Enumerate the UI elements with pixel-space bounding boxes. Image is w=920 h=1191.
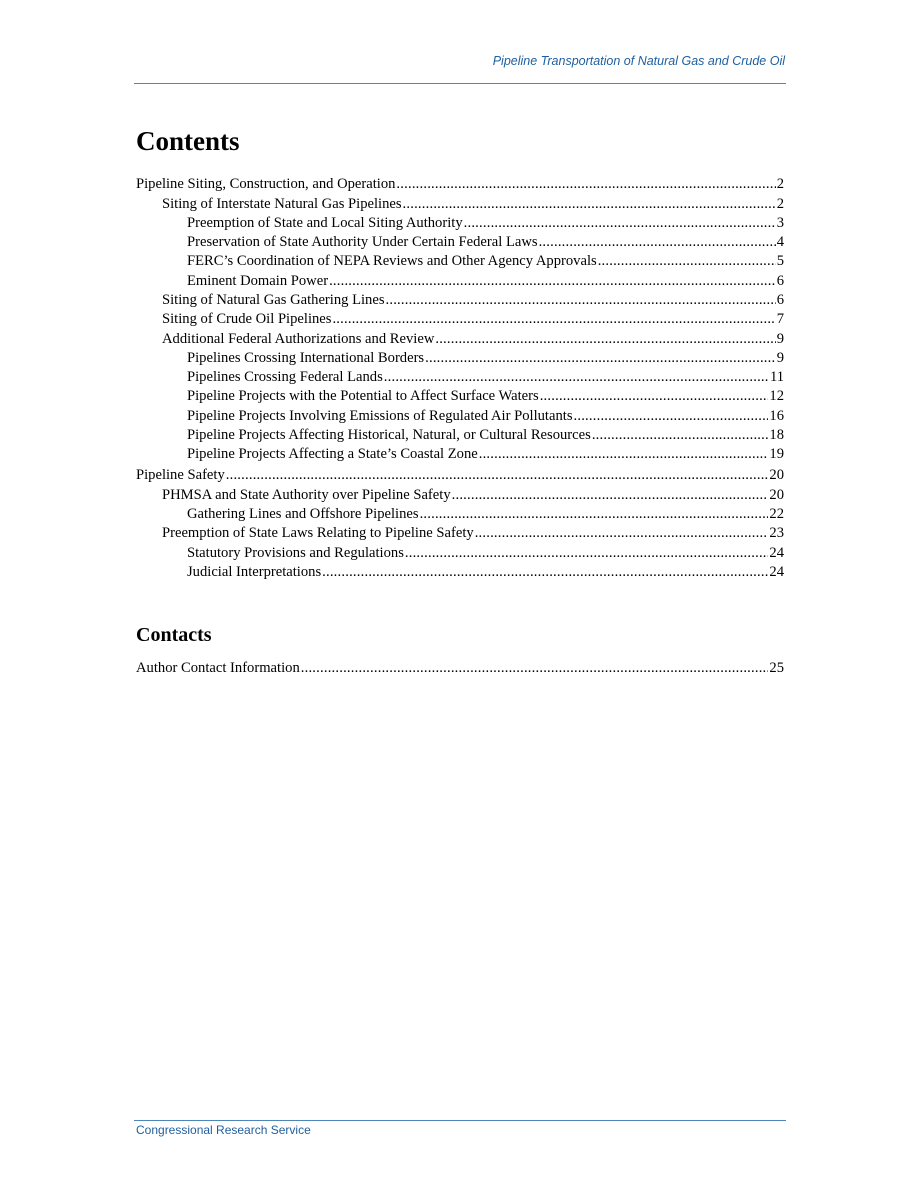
toc-entry-title: Pipeline Projects with the Potential to Affect Surface Waters bbox=[187, 388, 539, 405]
toc-entry-level-3[interactable] bbox=[136, 505, 784, 524]
toc-entry-page-number: 6 bbox=[776, 291, 784, 308]
toc-entry-title: Pipeline Siting, Construction, and Operation bbox=[136, 176, 396, 192]
toc-entry-page-number: 9 bbox=[776, 349, 784, 366]
toc-entry-title: Preservation of State Authority Under Certain Federal Laws bbox=[187, 234, 538, 251]
toc-entry-title: Pipeline Projects Affecting a State’s Coastal Zone bbox=[187, 446, 478, 463]
toc-entry-level-2[interactable] bbox=[136, 291, 784, 310]
table-of-contents bbox=[136, 174, 784, 582]
dot-leader bbox=[464, 214, 776, 233]
dot-leader bbox=[329, 272, 776, 291]
dot-leader bbox=[226, 465, 769, 486]
toc-entry-page-number: 24 bbox=[769, 563, 784, 580]
toc-entry-title: Pipelines Crossing International Borders bbox=[187, 349, 425, 366]
toc-entry-level-1[interactable] bbox=[136, 658, 784, 679]
footer-publisher: Congressional Research Service bbox=[136, 1123, 311, 1137]
toc-entry-level-2[interactable] bbox=[136, 310, 784, 329]
toc-entry-title: Siting of Crude Oil Pipelines bbox=[162, 311, 332, 328]
dot-leader bbox=[396, 174, 775, 195]
toc-entry-title: Siting of Natural Gas Gathering Lines bbox=[162, 291, 385, 308]
toc-entry-page-number: 20 bbox=[769, 467, 784, 484]
toc-entry-level-2[interactable] bbox=[136, 486, 784, 505]
dot-leader bbox=[435, 330, 775, 349]
toc-entry-title: Eminent Domain Power bbox=[187, 272, 329, 289]
toc-entry-level-2[interactable] bbox=[136, 195, 784, 214]
contacts-list bbox=[136, 658, 784, 679]
toc-entry-title: PHMSA and State Authority over Pipeline Safety bbox=[162, 486, 451, 503]
toc-entry-page-number: 2 bbox=[776, 176, 784, 192]
toc-entry-level-3[interactable] bbox=[136, 445, 784, 464]
toc-entry-page-number: 11 bbox=[769, 369, 784, 386]
dot-leader bbox=[592, 426, 769, 445]
toc-entry-title: Siting of Interstate Natural Gas Pipelines bbox=[162, 195, 402, 212]
running-header-title: Pipeline Transportation of Natural Gas and Crude Oil bbox=[492, 54, 785, 68]
toc-entry-level-3[interactable] bbox=[136, 563, 784, 582]
toc-entry-page-number: 9 bbox=[776, 330, 784, 347]
toc-entry-page-number: 18 bbox=[769, 427, 784, 444]
toc-entry-title: Gathering Lines and Offshore Pipelines bbox=[187, 505, 419, 522]
dot-leader bbox=[540, 387, 769, 406]
toc-entry-level-1[interactable] bbox=[136, 465, 784, 486]
dot-leader bbox=[301, 658, 769, 679]
dot-leader bbox=[574, 407, 769, 426]
toc-entry-page-number: 20 bbox=[769, 486, 784, 503]
toc-entry-title: Judicial Interpretations bbox=[187, 563, 322, 580]
toc-entry-title: Additional Federal Authorizations and Review bbox=[162, 330, 435, 347]
dot-leader bbox=[598, 252, 776, 271]
toc-entry-title: Pipeline Projects Involving Emissions of Regulated Air Pollutants bbox=[187, 407, 573, 424]
toc-entry-level-1[interactable] bbox=[136, 174, 784, 195]
toc-entry-page-number: 12 bbox=[769, 388, 784, 405]
toc-entry-page-number: 4 bbox=[776, 234, 784, 251]
toc-entry-page-number: 3 bbox=[776, 214, 784, 231]
dot-leader bbox=[420, 505, 769, 524]
dot-leader bbox=[425, 349, 776, 368]
toc-entry-page-number: 2 bbox=[776, 195, 784, 212]
dot-leader bbox=[384, 368, 769, 387]
toc-entry-title: Statutory Provisions and Regulations bbox=[187, 544, 404, 561]
toc-entry-level-3[interactable] bbox=[136, 349, 784, 368]
dot-leader bbox=[332, 310, 775, 329]
toc-entry-title: Preemption of State and Local Siting Authority bbox=[187, 214, 463, 231]
footer-rule bbox=[134, 1120, 786, 1121]
toc-entry-page-number: 16 bbox=[769, 407, 784, 424]
dot-leader bbox=[452, 486, 769, 505]
toc-entry-level-2[interactable] bbox=[136, 524, 784, 543]
toc-entry-level-3[interactable] bbox=[136, 214, 784, 233]
toc-entry-level-3[interactable] bbox=[136, 407, 784, 426]
toc-entry-page-number: 24 bbox=[769, 544, 784, 561]
toc-entry-page-number: 23 bbox=[769, 525, 784, 542]
contacts-heading: Contacts bbox=[136, 624, 212, 646]
dot-leader bbox=[479, 445, 769, 464]
toc-entry-level-3[interactable] bbox=[136, 272, 784, 291]
toc-entry-level-3[interactable] bbox=[136, 544, 784, 563]
dot-leader bbox=[322, 563, 768, 582]
toc-entry-page-number: 5 bbox=[776, 253, 784, 270]
toc-entry-level-2[interactable] bbox=[136, 330, 784, 349]
toc-entry-title: Pipeline Safety bbox=[136, 467, 225, 484]
toc-entry-page-number: 25 bbox=[769, 660, 784, 676]
toc-entry-level-3[interactable] bbox=[136, 252, 784, 271]
toc-entry-page-number: 6 bbox=[776, 272, 784, 289]
toc-entry-page-number: 22 bbox=[769, 505, 784, 522]
dot-leader bbox=[539, 233, 776, 252]
toc-entry-title: Author Contact Information bbox=[136, 660, 300, 676]
toc-entry-page-number: 19 bbox=[769, 446, 784, 463]
toc-entry-title: Pipelines Crossing Federal Lands bbox=[187, 369, 383, 386]
toc-entry-level-3[interactable] bbox=[136, 426, 784, 445]
toc-entry-level-3[interactable] bbox=[136, 368, 784, 387]
dot-leader bbox=[386, 291, 776, 310]
dot-leader bbox=[405, 544, 769, 563]
toc-entry-page-number: 7 bbox=[776, 311, 784, 328]
toc-entry-level-3[interactable] bbox=[136, 233, 784, 252]
toc-entry-title: Pipeline Projects Affecting Historical, Natural, or Cultural Resources bbox=[187, 427, 591, 444]
dot-leader bbox=[403, 195, 776, 214]
toc-entry-title: Preemption of State Laws Relating to Pipeline Safety bbox=[162, 525, 474, 542]
toc-entry-level-3[interactable] bbox=[136, 387, 784, 406]
dot-leader bbox=[475, 524, 769, 543]
toc-entry-title: FERC’s Coordination of NEPA Reviews and Other Agency Approvals bbox=[187, 253, 597, 270]
header-rule bbox=[134, 83, 786, 84]
contents-heading: Contents bbox=[136, 126, 240, 156]
